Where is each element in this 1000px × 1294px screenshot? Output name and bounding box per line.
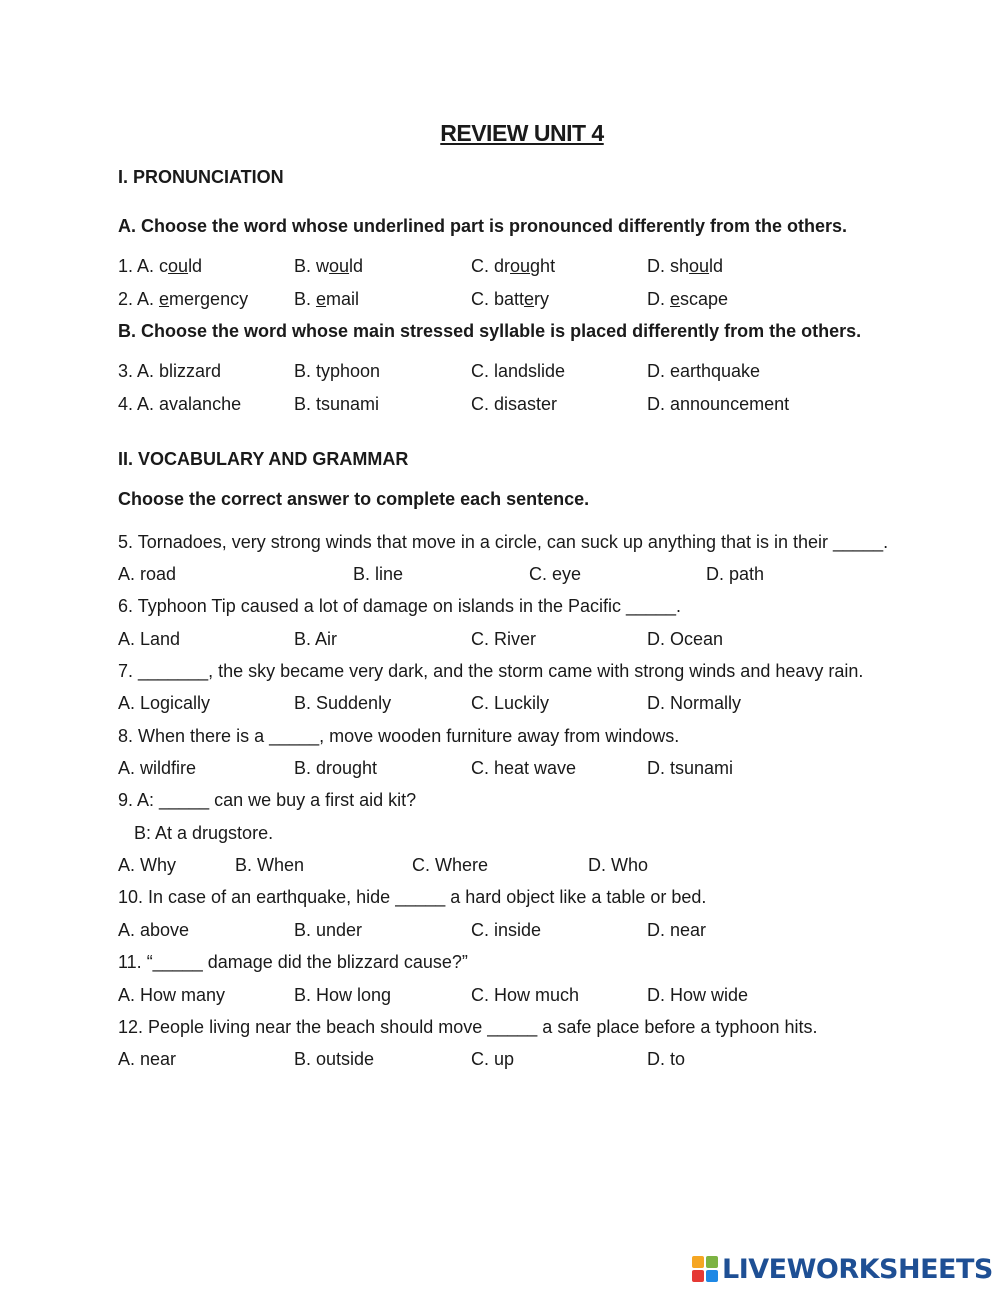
q8-option-a[interactable]: A. wildfire: [118, 758, 197, 778]
q2-option-b[interactable]: B. email: [294, 289, 360, 309]
q10-option-b[interactable]: B. under: [294, 920, 363, 940]
q12-option-d[interactable]: D. to: [647, 1049, 686, 1069]
q12-option-c[interactable]: C. up: [471, 1049, 515, 1069]
q1-option-d[interactable]: D. should: [647, 256, 724, 276]
instruction-part-a: A. Choose the word whose underlined part is pronounced differently from the others.: [118, 216, 848, 236]
q3-option-a[interactable]: 3. A. blizzard: [118, 361, 222, 381]
question-11-text: 11. “_____ damage did the blizzard cause?”: [118, 952, 468, 972]
q7-option-c[interactable]: C. Luckily: [471, 693, 550, 713]
logo-square-orange: [692, 1256, 704, 1268]
section-heading-pronunciation: I. PRONUNCIATION: [118, 167, 284, 187]
q4-option-c[interactable]: C. disaster: [471, 394, 558, 414]
question-4-options: [0, 394, 1000, 418]
q3-option-d[interactable]: D. earthquake: [647, 361, 761, 381]
q7-option-b[interactable]: B. Suddenly: [294, 693, 392, 713]
q2-option-a[interactable]: 2. A. emergency: [118, 289, 249, 309]
liveworksheets-logo-text: LIVEWORKSHEETS: [722, 1253, 993, 1285]
q3-option-c[interactable]: C. landslide: [471, 361, 566, 381]
question-5-options: [0, 564, 1000, 588]
question-7-text: 7. _______, the sky became very dark, and the storm came with strong winds and heavy rain.: [118, 661, 864, 681]
logo-square-blue: [706, 1270, 718, 1282]
q12-option-b[interactable]: B. outside: [294, 1049, 375, 1069]
liveworksheets-logo-icon: [692, 1256, 718, 1282]
q12-option-a[interactable]: A. near: [118, 1049, 177, 1069]
question-9-text: 9. A: _____ can we buy a first aid kit?: [118, 790, 417, 810]
question-3-options: [0, 361, 1000, 385]
q11-option-b[interactable]: B. How long: [294, 985, 392, 1005]
question-12-text: 12. People living near the beach should move _____ a safe place before a typhoon hits.: [118, 1017, 818, 1037]
q6-option-a[interactable]: A. Land: [118, 629, 181, 649]
q8-option-b[interactable]: B. drought: [294, 758, 378, 778]
q9-option-a[interactable]: A. Why: [118, 855, 177, 875]
q6-option-c[interactable]: C. River: [471, 629, 537, 649]
instruction-vocabulary: Choose the correct answer to complete each sentence.: [118, 489, 590, 509]
q9-option-d[interactable]: D. Who: [588, 855, 649, 875]
question-6-text: 6. Typhoon Tip caused a lot of damage on islands in the Pacific _____.: [118, 596, 682, 616]
q11-option-a[interactable]: A. How many: [118, 985, 226, 1005]
q5-option-a[interactable]: A. road: [118, 564, 177, 584]
q2-option-d[interactable]: D. escape: [647, 289, 729, 309]
q1-option-b[interactable]: B. would: [294, 256, 364, 276]
q4-option-a[interactable]: 4. A. avalanche: [118, 394, 242, 414]
q4-option-b[interactable]: B. tsunami: [294, 394, 380, 414]
question-8-options: [0, 758, 1000, 782]
question-6-options: [0, 629, 1000, 653]
section-heading-vocabulary: II. VOCABULARY AND GRAMMAR: [118, 449, 409, 469]
q4-option-d[interactable]: D. announcement: [647, 394, 790, 414]
q6-option-b[interactable]: B. Air: [294, 629, 338, 649]
question-1-options: [0, 256, 1000, 280]
q1-option-c[interactable]: C. drought: [471, 256, 556, 276]
logo-square-green: [706, 1256, 718, 1268]
question-9-reply: B: At a drugstore.: [134, 823, 274, 843]
q8-option-c[interactable]: C. heat wave: [471, 758, 577, 778]
q5-option-b[interactable]: B. line: [353, 564, 404, 584]
q8-option-d[interactable]: D. tsunami: [647, 758, 734, 778]
page-title: REVIEW UNIT 4: [440, 120, 604, 146]
q5-option-c[interactable]: C. eye: [529, 564, 582, 584]
question-11-options: [0, 985, 1000, 1009]
q7-option-d[interactable]: D. Normally: [647, 693, 742, 713]
instruction-part-b: B. Choose the word whose main stressed syllable is placed differently from the others.: [118, 321, 862, 341]
q9-option-b[interactable]: B. When: [235, 855, 305, 875]
q7-option-a[interactable]: A. Logically: [118, 693, 211, 713]
question-5-text: 5. Tornadoes, very strong winds that move in a circle, can suck up anything that is in their _____.: [118, 532, 889, 552]
q6-option-d[interactable]: D. Ocean: [647, 629, 724, 649]
liveworksheets-logo[interactable]: [692, 1252, 993, 1286]
q5-option-d[interactable]: D. path: [706, 564, 765, 584]
q9-option-c[interactable]: C. Where: [412, 855, 489, 875]
q3-option-b[interactable]: B. typhoon: [294, 361, 381, 381]
question-12-options: [0, 1049, 1000, 1073]
question-9-options: [0, 855, 1000, 879]
question-2-options: [0, 289, 1000, 313]
logo-square-red: [692, 1270, 704, 1282]
q11-option-d[interactable]: D. How wide: [647, 985, 749, 1005]
q10-option-c[interactable]: C. inside: [471, 920, 542, 940]
q10-option-d[interactable]: D. near: [647, 920, 707, 940]
q2-option-c[interactable]: C. battery: [471, 289, 550, 309]
question-10-text: 10. In case of an earthquake, hide _____ a hard object like a table or bed.: [118, 887, 707, 907]
question-7-options: [0, 693, 1000, 717]
q10-option-a[interactable]: A. above: [118, 920, 190, 940]
question-10-options: [0, 920, 1000, 944]
q11-option-c[interactable]: C. How much: [471, 985, 580, 1005]
question-8-text: 8. When there is a _____, move wooden furniture away from windows.: [118, 726, 680, 746]
q1-option-a[interactable]: 1. A. could: [118, 256, 203, 276]
